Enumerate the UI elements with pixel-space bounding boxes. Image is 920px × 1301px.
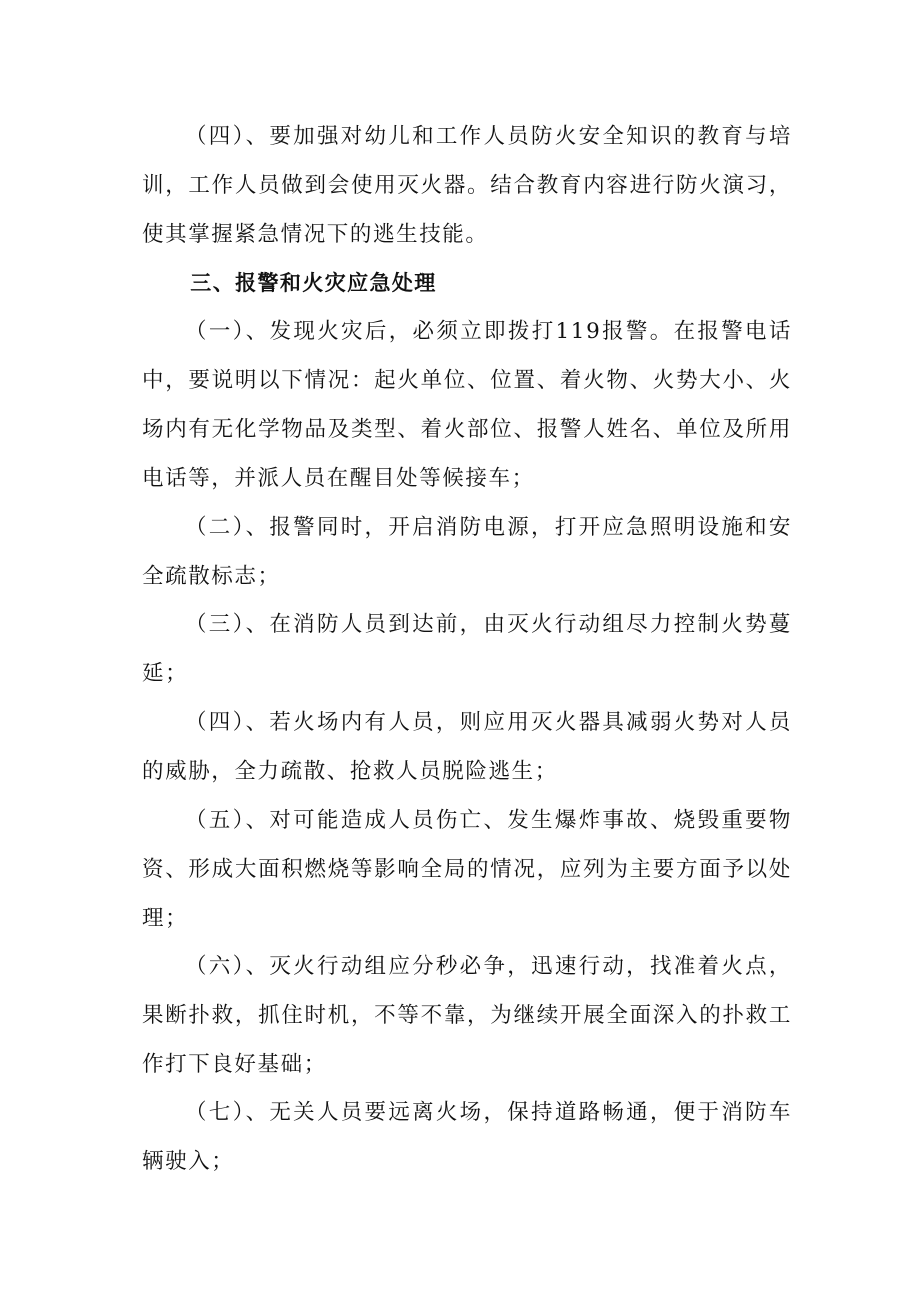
paragraph-item-5: （五）、对可能造成人员伤亡、发生爆炸事故、烧毁重要物资、形成大面积燃烧等影响全局的情况，应列为主要方面予以处理； <box>142 808 792 931</box>
paragraph-item-6: （六）、灭火行动组应分秒必争，迅速行动，找准着火点，果断扑救，抓住时机，不等不靠，为继续开展全面深入的扑救工作打下良好基础； <box>142 954 792 1077</box>
paragraph-item-4: （四）、若火场内有人员，则应用灭火器具减弱火势对人员的威胁，全力疏散、抢救人员脱险逃生； <box>142 710 792 784</box>
paragraph-item-1: （一）、发现火灾后，必须立即拨打119报警。在报警电话中，要说明以下情况：起火单位、位置、着火物、火势大小、火场内有无化学物品及类型、着火部位、报警人姓名、单位及所用电话等，并派人员在醒目处等候接车； <box>142 319 792 491</box>
paragraph-item-3: （三）、在消防人员到达前，由灭火行动组尽力控制火势蔓延； <box>142 612 792 686</box>
paragraph-item-2: （二）、报警同时，开启消防电源，打开应急照明设施和安全疏散标志； <box>142 515 792 589</box>
paragraph-training: （四）、要加强对幼儿和工作人员防火安全知识的教育与培训，工作人员做到会使用灭火器。结合教育内容进行防火演习，使其掌握紧急情况下的逃生技能。 <box>142 124 792 247</box>
section-heading-alarm: 三、报警和火灾应急处理 <box>190 271 437 295</box>
paragraph-item-7: （七）、无关人员要远离火场，保持道路畅通，便于消防车辆驶入； <box>142 1100 792 1174</box>
